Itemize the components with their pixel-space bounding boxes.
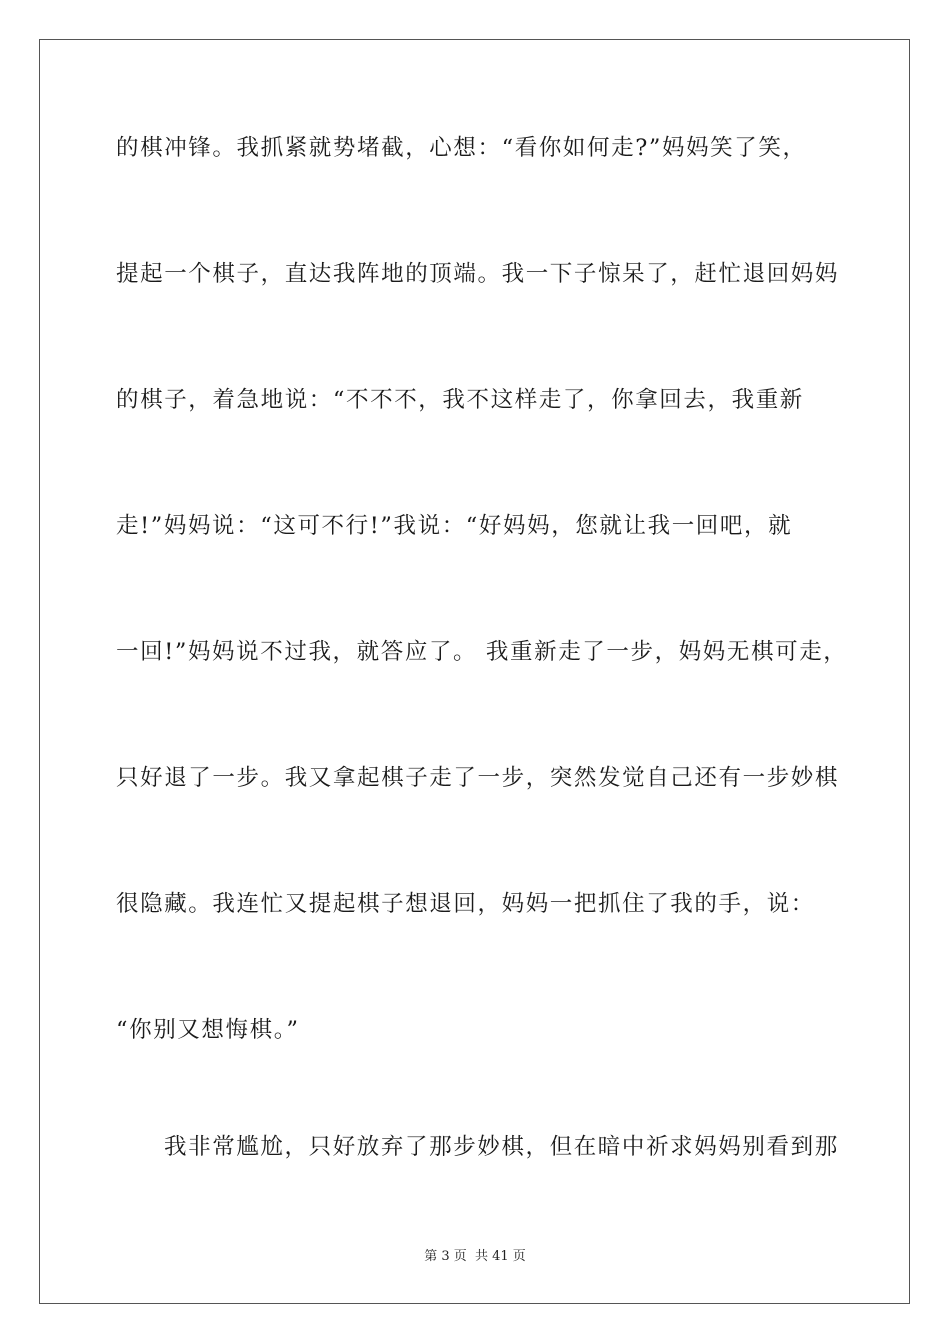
- page-border: [39, 39, 910, 1304]
- text-line-4: 走!”妈妈说：“这可不行!”我说：“好妈妈，您就让我一回吧，就: [116, 513, 793, 539]
- text-line-5: 一回!”妈妈说不过我，就答应了。 我重新走了一步，妈妈无棋可走，: [116, 639, 848, 665]
- page-footer: [0, 1248, 950, 1266]
- text-line-6: 只好退了一步。我又拿起棋子走了一步，突然发觉自己还有一步妙棋: [116, 765, 840, 791]
- page-number: 第 3 页: [424, 1249, 467, 1264]
- text-line-7: 很隐藏。我连忙又提起棋子想退回，妈妈一把抓住了我的手，说：: [116, 891, 815, 917]
- total-pages: 共 41 页: [474, 1249, 526, 1264]
- text-line-3: 的棋子，着急地说：“不不不，我不这样走了，你拿回去，我重新: [116, 387, 804, 413]
- text-line-1: 的棋冲锋。我抓紧就势堵截，心想：“看你如何走?”妈妈笑了笑，: [116, 135, 807, 161]
- text-line-8: “你别又想悔棋。”: [116, 1017, 300, 1043]
- text-line-9: 我非常尴尬，只好放弃了那步妙棋，但在暗中祈求妈妈别看到那: [164, 1134, 839, 1160]
- text-line-2: 提起一个棋子，直达我阵地的顶端。我一下子惊呆了，赶忙退回妈妈: [116, 261, 840, 287]
